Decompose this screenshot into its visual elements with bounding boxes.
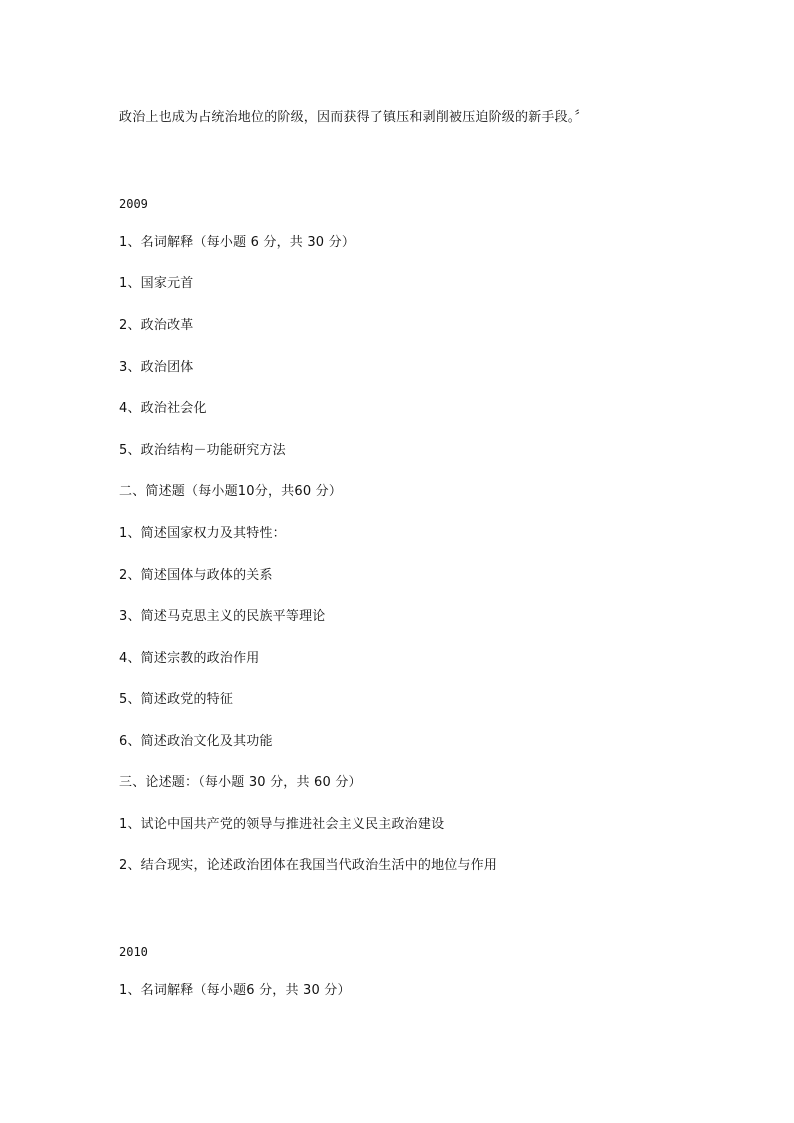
term-item: 3、政治团体 [119, 360, 194, 375]
essay-item: 2、结合现实，论述政治团体在我国当代政治生活中的地位与作用 [119, 858, 498, 873]
section-title-short-answer-2009: 二、简述题（每小题10分，共60 分） [119, 484, 343, 499]
term-item: 4、政治社会化 [119, 401, 207, 416]
short-answer-item: 1、简述国家权力及其特性： [119, 526, 286, 541]
intro-text: 政治上也成为占统治地位的阶级，因而获得了镇压和剥削被压迫阶级的新手段。〞 [119, 110, 588, 125]
short-answer-item: 2、简述国体与政体的关系 [119, 568, 273, 583]
term-item: 5、政治结构－功能研究方法 [119, 443, 286, 458]
short-answer-item: 3、简述马克思主义的民族平等理论 [119, 609, 326, 624]
term-item: 1、国家元首 [119, 276, 194, 291]
short-answer-item: 4、简述宗教的政治作用 [119, 651, 260, 666]
section-title-essay-2009: 三、论述题：（每小题 30 分，共 60 分） [119, 775, 362, 790]
short-answer-item: 6、简述政治文化及其功能 [119, 734, 273, 749]
section-title-terms-2009: 1、名词解释（每小题 6 分，共 30 分） [119, 235, 356, 250]
section-title-terms-2010: 1、名词解释（每小题6 分，共 30 分） [119, 983, 351, 998]
short-answer-item: 5、简述政党的特征 [119, 692, 234, 707]
year-heading-2009: 2009 [119, 197, 148, 211]
essay-item: 1、试论中国共产党的领导与推进社会主义民主政治建设 [119, 817, 445, 832]
year-heading-2010: 2010 [119, 945, 148, 959]
term-item: 2、政治改革 [119, 318, 194, 333]
